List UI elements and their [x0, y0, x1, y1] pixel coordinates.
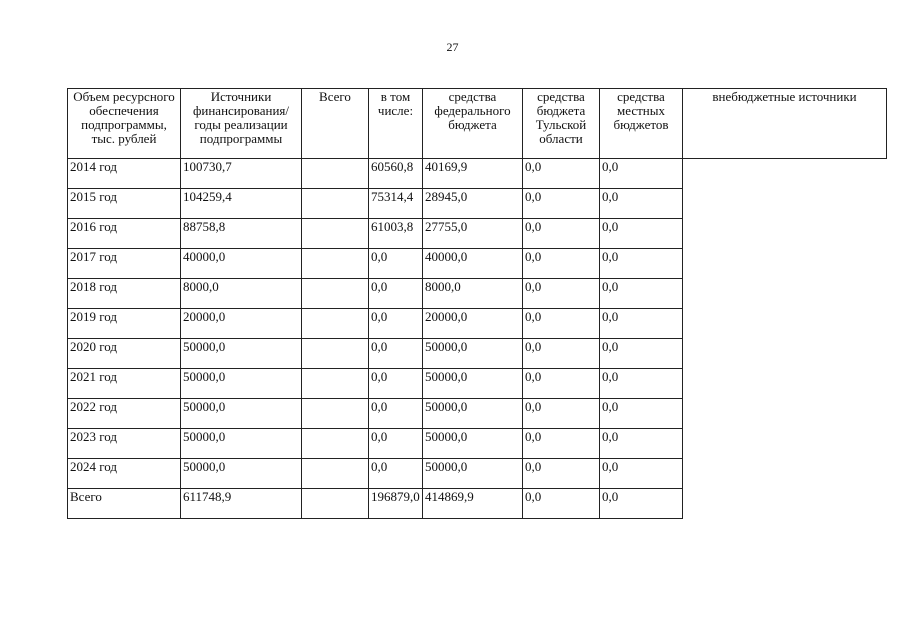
local-cell: 0,0 — [523, 429, 600, 459]
total-cell: 50000,0 — [181, 339, 302, 369]
period-cell: 2024 год — [68, 459, 181, 489]
extrabudgetary-cell: 0,0 — [600, 159, 683, 189]
regional-cell: 28945,0 — [423, 189, 523, 219]
total-cell: 20000,0 — [181, 309, 302, 339]
local-cell: 0,0 — [523, 159, 600, 189]
total-cell: 50000,0 — [181, 429, 302, 459]
regional-cell: 414869,9 — [423, 489, 523, 519]
table-row — [68, 339, 887, 369]
total-cell: 100730,7 — [181, 159, 302, 189]
total-cell: 40000,0 — [181, 249, 302, 279]
local-cell: 0,0 — [523, 219, 600, 249]
period-cell: 2018 год — [68, 279, 181, 309]
col-header-extrabudgetary: внебюджетные источники — [683, 89, 887, 159]
local-cell: 0,0 — [523, 339, 600, 369]
local-cell: 0,0 — [523, 309, 600, 339]
period-cell: 2016 год — [68, 219, 181, 249]
local-cell: 0,0 — [523, 249, 600, 279]
total-cell: 88758,8 — [181, 219, 302, 249]
extrabudgetary-cell: 0,0 — [600, 279, 683, 309]
col-header-including: в том числе: — [369, 89, 423, 159]
extrabudgetary-cell: 0,0 — [600, 369, 683, 399]
total-cell: 50000,0 — [181, 369, 302, 399]
regional-cell: 8000,0 — [423, 279, 523, 309]
including-cell — [302, 429, 369, 459]
table-row — [68, 459, 887, 489]
including-cell — [302, 219, 369, 249]
extrabudgetary-cell: 0,0 — [600, 489, 683, 519]
regional-cell: 20000,0 — [423, 309, 523, 339]
local-cell: 0,0 — [523, 189, 600, 219]
period-cell: 2022 год — [68, 399, 181, 429]
col-header-regional: средства бюджета Тульской области — [523, 89, 600, 159]
local-cell: 0,0 — [523, 369, 600, 399]
table-row — [68, 249, 887, 279]
local-cell: 0,0 — [523, 399, 600, 429]
including-cell — [302, 249, 369, 279]
federal-cell: 0,0 — [369, 369, 423, 399]
federal-cell: 75314,4 — [369, 189, 423, 219]
period-cell: 2020 год — [68, 339, 181, 369]
including-cell — [302, 489, 369, 519]
regional-cell: 50000,0 — [423, 399, 523, 429]
period-cell: 2023 год — [68, 429, 181, 459]
federal-cell: 0,0 — [369, 309, 423, 339]
total-cell: 50000,0 — [181, 459, 302, 489]
period-cell: 2014 год — [68, 159, 181, 189]
including-cell — [302, 159, 369, 189]
including-cell — [302, 309, 369, 339]
including-cell — [302, 279, 369, 309]
including-cell — [302, 369, 369, 399]
period-cell: 2015 год — [68, 189, 181, 219]
including-cell — [302, 459, 369, 489]
including-cell — [302, 339, 369, 369]
funding-table — [67, 88, 887, 519]
federal-cell: 196879,0 — [369, 489, 423, 519]
period-cell: 2021 год — [68, 369, 181, 399]
period-cell: 2019 год — [68, 309, 181, 339]
table-row — [68, 159, 887, 189]
federal-cell: 0,0 — [369, 429, 423, 459]
header-row — [68, 89, 887, 159]
table-row — [68, 369, 887, 399]
regional-cell: 40000,0 — [423, 249, 523, 279]
col-header-total: Всего — [302, 89, 369, 159]
row-header-resource-volume: Объем ресурсного обеспечения подпрограммы, тыс. рублей — [68, 89, 181, 159]
col-header-federal: средства федерального бюджета — [423, 89, 523, 159]
total-cell: 611748,9 — [181, 489, 302, 519]
table-row — [68, 219, 887, 249]
extrabudgetary-cell: 0,0 — [600, 249, 683, 279]
federal-cell: 60560,8 — [369, 159, 423, 189]
regional-cell: 50000,0 — [423, 339, 523, 369]
extrabudgetary-cell: 0,0 — [600, 189, 683, 219]
regional-cell: 40169,9 — [423, 159, 523, 189]
total-cell: 104259,4 — [181, 189, 302, 219]
federal-cell: 0,0 — [369, 279, 423, 309]
col-header-local: средства местных бюджетов — [600, 89, 683, 159]
local-cell: 0,0 — [523, 459, 600, 489]
period-cell: 2017 год — [68, 249, 181, 279]
extrabudgetary-cell: 0,0 — [600, 219, 683, 249]
total-cell: 8000,0 — [181, 279, 302, 309]
table-row — [68, 279, 887, 309]
page-number: 27 — [446, 40, 459, 54]
extrabudgetary-cell: 0,0 — [600, 429, 683, 459]
table-row — [68, 429, 887, 459]
federal-cell: 0,0 — [369, 339, 423, 369]
including-cell — [302, 399, 369, 429]
federal-cell: 0,0 — [369, 249, 423, 279]
including-cell — [302, 189, 369, 219]
regional-cell: 27755,0 — [423, 219, 523, 249]
regional-cell: 50000,0 — [423, 459, 523, 489]
extrabudgetary-cell: 0,0 — [600, 309, 683, 339]
local-cell: 0,0 — [523, 489, 600, 519]
period-cell: Всего — [68, 489, 181, 519]
total-cell: 50000,0 — [181, 399, 302, 429]
federal-cell: 0,0 — [369, 459, 423, 489]
table-row — [68, 189, 887, 219]
regional-cell: 50000,0 — [423, 429, 523, 459]
federal-cell: 61003,8 — [369, 219, 423, 249]
regional-cell: 50000,0 — [423, 369, 523, 399]
col-header-sources: Источники финансирования/ годы реализации подпрограммы — [181, 89, 302, 159]
extrabudgetary-cell: 0,0 — [600, 399, 683, 429]
extrabudgetary-cell: 0,0 — [600, 339, 683, 369]
table-row — [68, 489, 887, 519]
local-cell: 0,0 — [523, 279, 600, 309]
table-row — [68, 399, 887, 429]
table-row — [68, 309, 887, 339]
extrabudgetary-cell: 0,0 — [600, 459, 683, 489]
federal-cell: 0,0 — [369, 399, 423, 429]
